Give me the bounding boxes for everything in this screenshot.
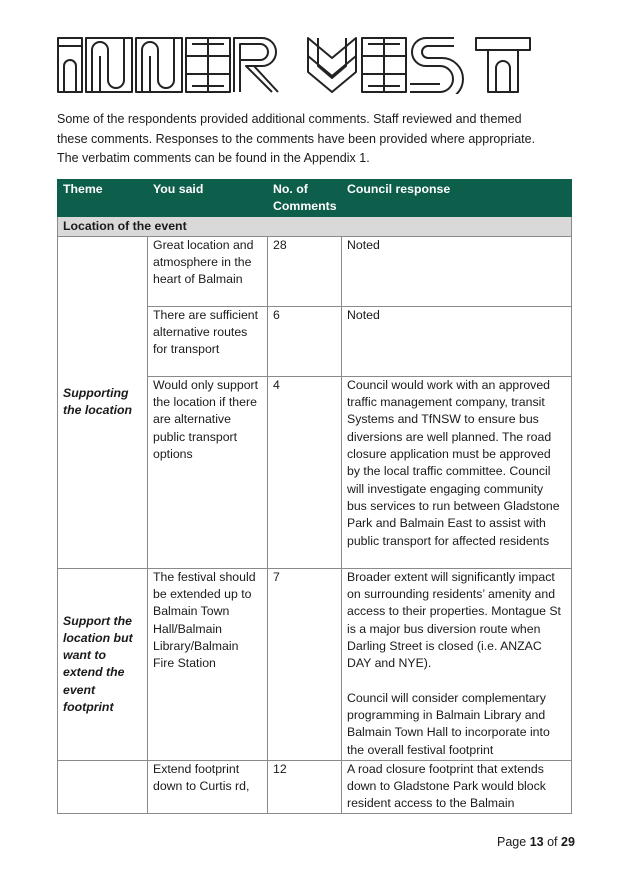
intro-line: these comments. Responses to the comments have been provided where appropriate. <box>57 131 536 146</box>
response-cell: A road closure footprint that extends down to Gladstone Park would block resident access to the Balmain <box>342 760 572 813</box>
theme-cell: Support the location but want to extend the event footprint <box>58 568 148 760</box>
intro-line: The verbatim comments can be found in the Appendix 1. <box>57 151 370 165</box>
column-header-you-said: You said <box>148 180 268 217</box>
response-cell <box>342 568 572 760</box>
response-cell: Council would work with an approved traffic management company, transit Systems and TfNSW to ensure bus diversions are well planned. The road closure application must be approved by the local traffic committee. Council will investigate engaging community bus services to run between Gladstone Park and Balmain East to assist with public transport for affected residents <box>342 376 572 568</box>
page-label: Page <box>497 835 527 849</box>
section-title: Location of the event <box>58 216 572 236</box>
theme-cell: Supporting the location <box>58 236 148 568</box>
count-cell: 4 <box>268 376 342 568</box>
column-header-response: Council response <box>342 180 572 217</box>
logo-letter-s <box>410 38 463 94</box>
intro-paragraph <box>57 110 577 169</box>
page-number <box>497 835 575 849</box>
you-said-cell: Would only support the location if there are alternative public transport options <box>148 376 268 568</box>
logo-letter-n1 <box>86 38 132 92</box>
logo-letter-i <box>58 38 82 92</box>
response-paragraph: Council will consider complementary programming in Balmain Library and Balmain Town Hall to incorporate into the overall festival footprint <box>347 690 550 757</box>
response-cell: Noted <box>342 306 572 376</box>
you-said-cell: There are sufficient alternative routes for transport <box>148 306 268 376</box>
column-header-count: No. of Comments <box>268 180 342 217</box>
count-cell: 7 <box>268 568 342 760</box>
response-paragraph: Broader extent will significantly impact on surrounding residents’ amenity and access to their properties. Montague St is a major bus diversion route when Darling Street is closed (i.e. ANZAC DAY and NYE). <box>347 569 561 671</box>
you-said-cell: The festival should be extended up to Balmain Town Hall/Balmain Library/Balmain Fire Station <box>148 568 268 760</box>
count-cell: 28 <box>268 236 342 306</box>
inner-west-logo <box>56 36 532 94</box>
page-current: 13 <box>529 835 544 849</box>
logo-letter-n2 <box>136 38 182 92</box>
table-row <box>58 236 572 306</box>
table-row <box>58 568 572 760</box>
logo-letter-r <box>234 38 278 92</box>
feedback-table <box>57 179 572 814</box>
count-cell: 12 <box>268 760 342 813</box>
logo-letter-t <box>476 38 530 92</box>
table-header-row <box>58 180 572 217</box>
paragraph-gap <box>347 673 566 690</box>
logo-letter-e2 <box>362 38 406 92</box>
you-said-cell: Extend footprint down to Curtis rd, <box>148 760 268 813</box>
response-cell: Noted <box>342 236 572 306</box>
table-row <box>58 760 572 813</box>
page-total: 29 <box>561 835 575 849</box>
theme-cell <box>58 760 148 813</box>
intro-line: Some of the respondents provided additional comments. Staff reviewed and themed <box>57 112 522 126</box>
page-of-label: of <box>547 835 558 849</box>
section-row <box>58 216 572 236</box>
column-header-theme: Theme <box>58 180 148 217</box>
logo-letter-w <box>308 38 356 92</box>
you-said-cell: Great location and atmosphere in the heart of Balmain <box>148 236 268 306</box>
logo-letter-e <box>186 38 230 92</box>
count-cell: 6 <box>268 306 342 376</box>
